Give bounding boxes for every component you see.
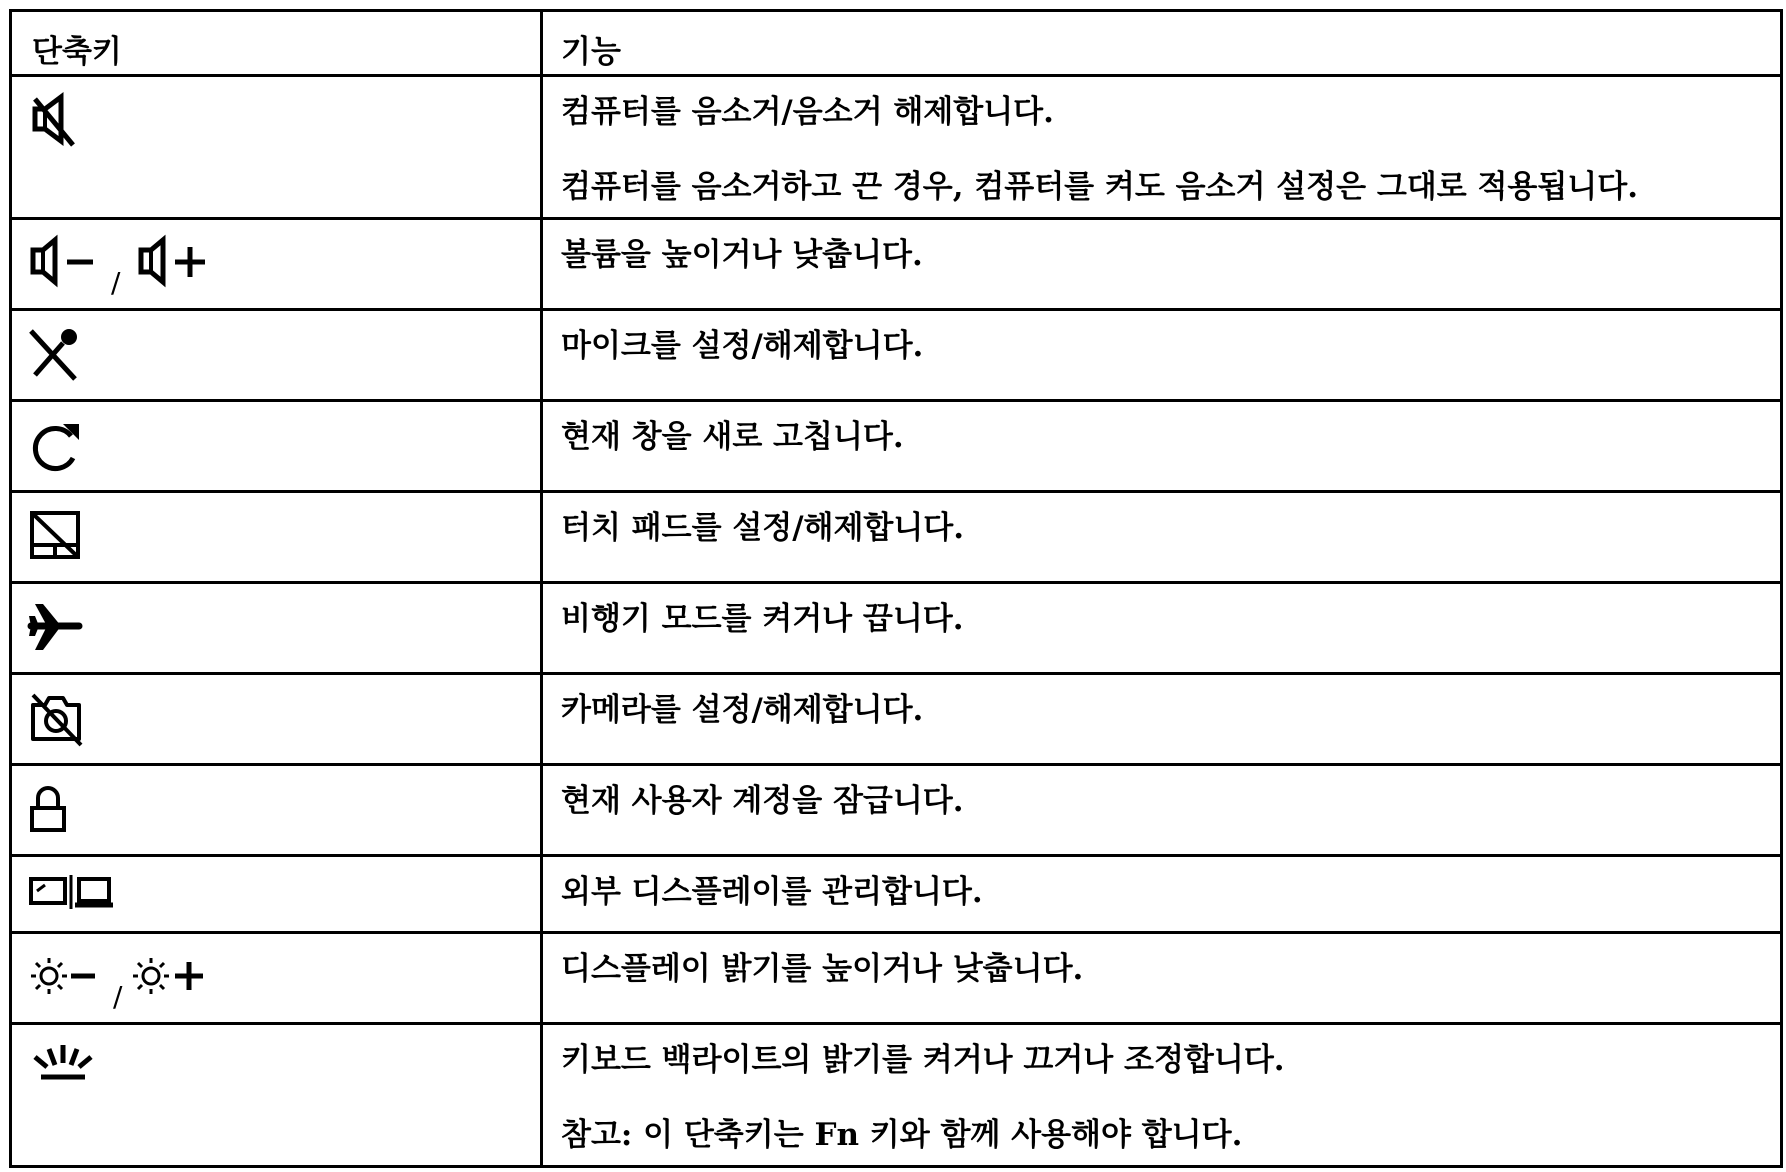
shortcut-cell: [11, 1024, 542, 1167]
table-row: [11, 1024, 1782, 1167]
function-cell: [542, 1024, 1782, 1167]
separator-slash: /: [113, 980, 123, 1010]
refresh-icon: [27, 414, 87, 476]
function-text: 디스플레이 밝기를 높이거나 낮춥니다.: [561, 951, 1084, 987]
table-row: [11, 492, 1782, 583]
external-display-icon: [27, 869, 127, 919]
shortcut-cell: [11, 856, 542, 933]
function-cell: [542, 219, 1782, 310]
shortcut-cell: [11, 310, 542, 401]
function-cell: [542, 856, 1782, 933]
function-cell: [542, 492, 1782, 583]
table-row: [11, 76, 1782, 219]
shortcut-cell: [11, 401, 542, 492]
keyboard-backlight-icon: [27, 1037, 107, 1099]
table-row: [11, 674, 1782, 765]
column-header-function: 기능: [542, 11, 1782, 76]
table-row: [11, 933, 1782, 1024]
speaker-mute-icon: [27, 89, 87, 151]
function-text: 비행기 모드를 켜거나 끕니다.: [561, 601, 964, 637]
function-note: 참고: 이 단축키는 Fn 키와 함께 사용해야 합니다.: [561, 1117, 1243, 1153]
function-cell: [542, 765, 1782, 856]
table-row: [11, 583, 1782, 674]
shortcut-cell: [11, 219, 542, 310]
function-text: 현재 창을 새로 고칩니다.: [561, 419, 904, 455]
shortcut-cell: [11, 765, 542, 856]
function-cell: [542, 76, 1782, 219]
function-text: 키보드 백라이트의 밝기를 켜거나 끄거나 조정합니다.: [561, 1042, 1285, 1078]
function-note: 컴퓨터를 음소거하고 끈 경우, 컴퓨터를 켜도 음소거 설정은 그대로 적용됩니다.: [561, 169, 1638, 205]
shortcut-cell: [11, 76, 542, 219]
function-cell: [542, 674, 1782, 765]
function-text: 마이크를 설정/해제합니다.: [561, 328, 924, 364]
table-row: [11, 401, 1782, 492]
shortcut-table: [9, 9, 1783, 1168]
shortcut-cell: [11, 492, 542, 583]
lock-icon: [27, 778, 87, 840]
table-row: [11, 310, 1782, 401]
separator-slash: /: [111, 266, 121, 296]
function-text: 외부 디스플레이를 관리합니다.: [561, 874, 983, 910]
table-header-row: [11, 11, 1782, 76]
function-text: 볼륨을 높이거나 낮춥니다.: [561, 237, 923, 273]
brightness-down-up-icon: [27, 946, 227, 1010]
shortcut-cell: [11, 583, 542, 674]
column-header-shortcut: 단축키: [11, 11, 542, 76]
microphone-mute-icon: [27, 323, 87, 385]
volume-down-up-icon: [27, 232, 227, 296]
camera-off-icon: [27, 687, 87, 749]
function-cell: [542, 933, 1782, 1024]
function-cell: [542, 401, 1782, 492]
table-row: [11, 219, 1782, 310]
shortcut-cell: [11, 933, 542, 1024]
function-text: 카메라를 설정/해제합니다.: [561, 692, 924, 728]
function-cell: [542, 583, 1782, 674]
function-text: 컴퓨터를 음소거/음소거 해제합니다.: [561, 94, 1054, 130]
airplane-icon: [27, 596, 87, 658]
table-row: [11, 765, 1782, 856]
shortcut-cell: [11, 674, 542, 765]
function-text: 터치 패드를 설정/해제합니다.: [561, 510, 965, 546]
touchpad-off-icon: [27, 505, 87, 567]
function-cell: [542, 310, 1782, 401]
function-text: 현재 사용자 계정을 잠급니다.: [561, 783, 964, 819]
table-row: [11, 856, 1782, 933]
